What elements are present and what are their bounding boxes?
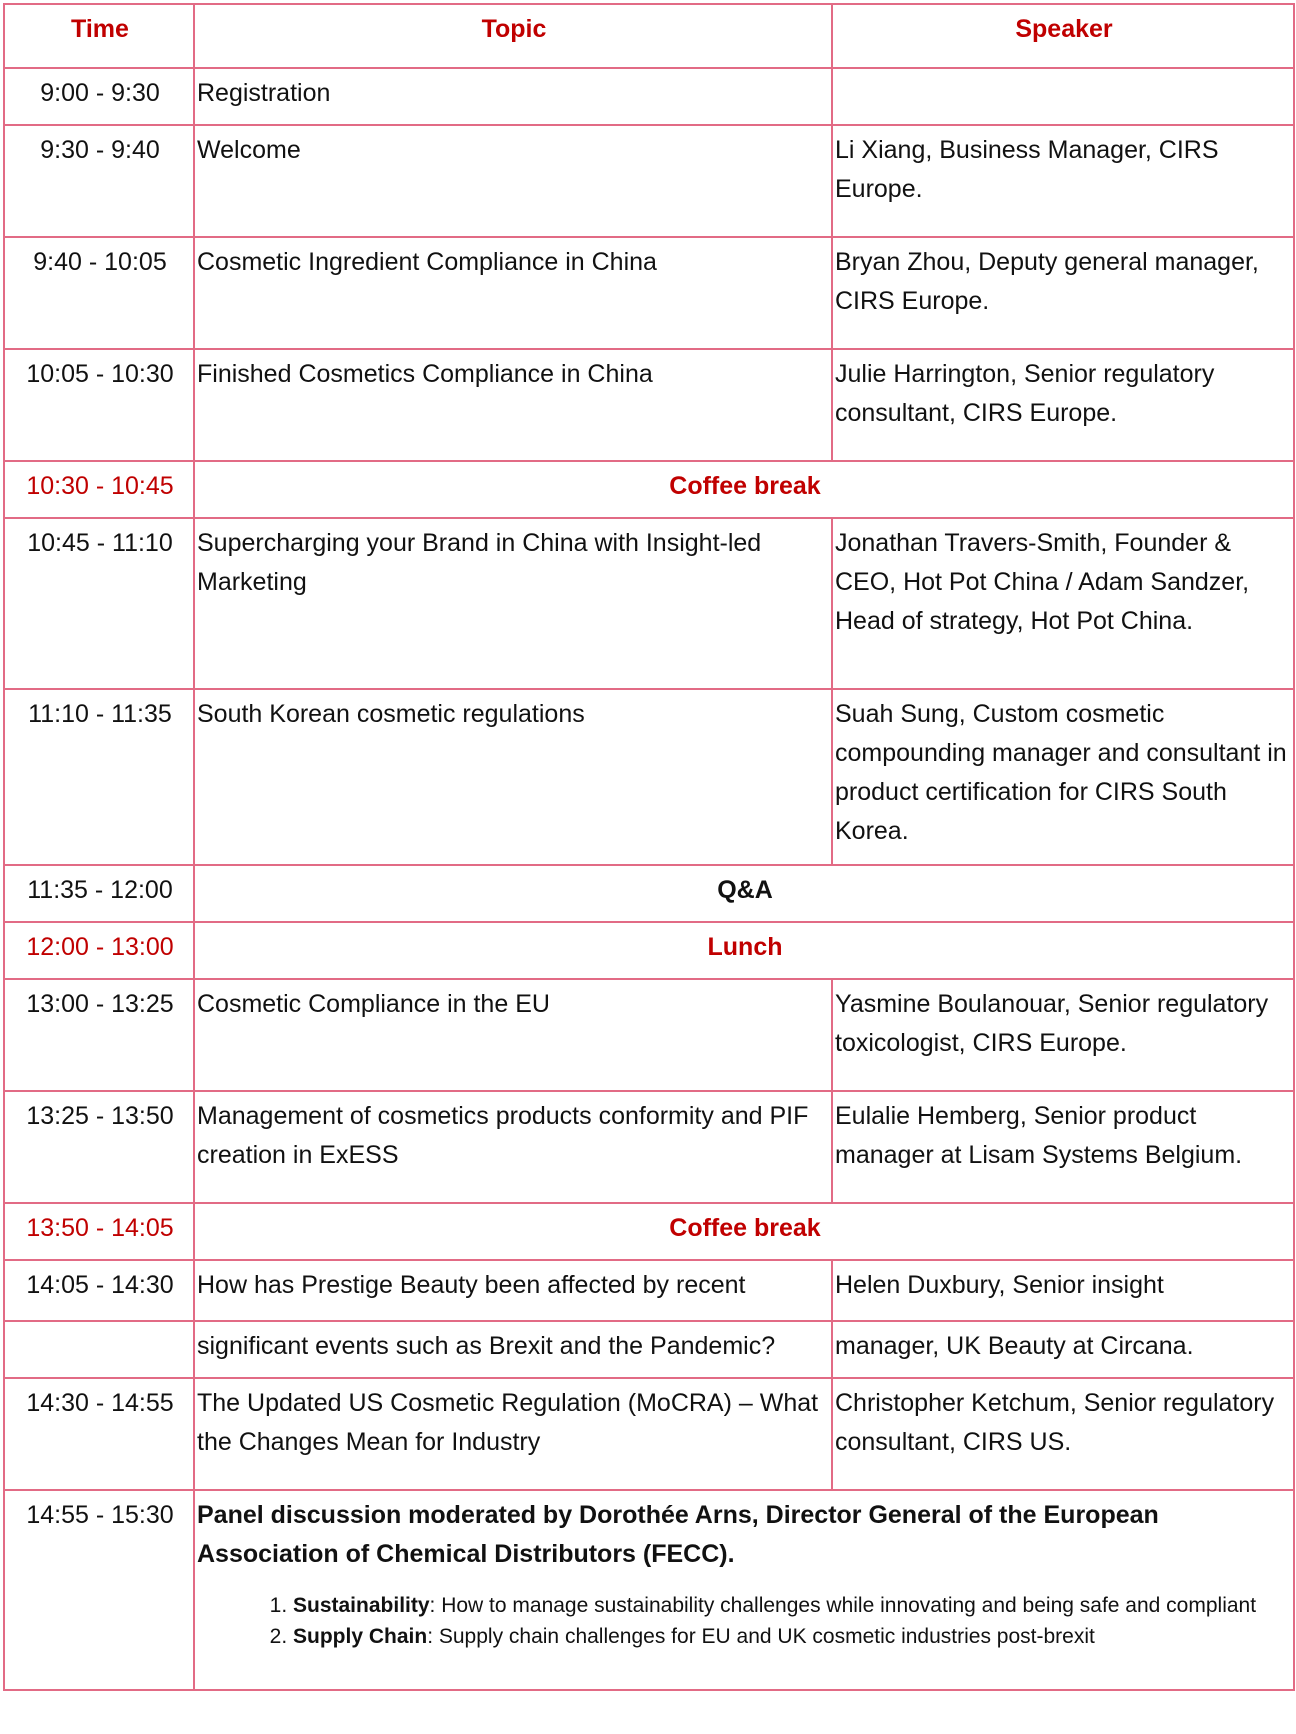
- panel-topic-text: : How to manage sustainability challenges while innovating and being safe and compliant: [429, 1594, 1257, 1617]
- speaker-cell: manager, UK Beauty at Circana.: [832, 1321, 1294, 1378]
- coffee-break-label: Coffee break: [194, 461, 1294, 518]
- table-row: [4, 237, 1294, 349]
- time-cell: 11:35 - 12:00: [4, 865, 194, 922]
- lunch-label: Lunch: [194, 922, 1294, 979]
- list-item: [293, 1590, 1293, 1621]
- header-speaker: Speaker: [832, 4, 1294, 68]
- table-row: [4, 1378, 1294, 1490]
- table-row: [4, 68, 1294, 125]
- topic-cell: Welcome: [194, 125, 832, 237]
- topic-cell: Supercharging your Brand in China with Insight-led Marketing: [194, 518, 832, 689]
- time-cell: 10:45 - 11:10: [4, 518, 194, 689]
- coffee-break-label: Coffee break: [194, 1203, 1294, 1260]
- lunch-row: [4, 922, 1294, 979]
- time-cell: 9:00 - 9:30: [4, 68, 194, 125]
- time-cell: 14:30 - 14:55: [4, 1378, 194, 1490]
- time-cell-empty: [4, 1321, 194, 1378]
- table-row: [4, 1260, 1294, 1321]
- speaker-cell: Suah Sung, Custom cosmetic compounding manager and consultant in product certification for CIRS South Korea.: [832, 689, 1294, 865]
- time-cell: 13:00 - 13:25: [4, 979, 194, 1091]
- panel-topic-text: : Supply chain challenges for EU and UK cosmetic industries post-brexit: [427, 1625, 1095, 1648]
- topic-cell: significant events such as Brexit and the Pandemic?: [194, 1321, 832, 1378]
- topic-cell: Registration: [194, 68, 832, 125]
- time-cell: 12:00 - 13:00: [4, 922, 194, 979]
- time-cell: 10:05 - 10:30: [4, 349, 194, 461]
- panel-cell: [194, 1490, 1294, 1690]
- topic-cell: How has Prestige Beauty been affected by recent: [194, 1260, 832, 1321]
- break-row: [4, 1203, 1294, 1260]
- table-row: [4, 979, 1294, 1091]
- speaker-cell: Eulalie Hemberg, Senior product manager at Lisam Systems Belgium.: [832, 1091, 1294, 1203]
- time-cell: 13:25 - 13:50: [4, 1091, 194, 1203]
- topic-cell: Finished Cosmetics Compliance in China: [194, 349, 832, 461]
- qa-row: [4, 865, 1294, 922]
- topic-cell: The Updated US Cosmetic Regulation (MoCRA) – What the Changes Mean for Industry: [194, 1378, 832, 1490]
- panel-topic-term: Supply Chain: [293, 1625, 428, 1648]
- panel-topics-list: [197, 1590, 1293, 1652]
- header-time: Time: [4, 4, 194, 68]
- qa-label: Q&A: [194, 865, 1294, 922]
- speaker-cell: Helen Duxbury, Senior insight: [832, 1260, 1294, 1321]
- table-row: [4, 1091, 1294, 1203]
- break-row: [4, 461, 1294, 518]
- topic-cell: Cosmetic Compliance in the EU: [194, 979, 832, 1091]
- header-row: [4, 4, 1294, 68]
- table-row: [4, 125, 1294, 237]
- speaker-cell: Christopher Ketchum, Senior regulatory consultant, CIRS US.: [832, 1378, 1294, 1490]
- time-cell: 13:50 - 14:05: [4, 1203, 194, 1260]
- speaker-cell: Yasmine Boulanouar, Senior regulatory toxicologist, CIRS Europe.: [832, 979, 1294, 1091]
- time-cell: 9:40 - 10:05: [4, 237, 194, 349]
- table-row: [4, 518, 1294, 689]
- topic-cell: Cosmetic Ingredient Compliance in China: [194, 237, 832, 349]
- speaker-cell: Julie Harrington, Senior regulatory consultant, CIRS Europe.: [832, 349, 1294, 461]
- table-row: [4, 349, 1294, 461]
- speaker-cell: Jonathan Travers-Smith, Founder & CEO, Hot Pot China / Adam Sandzer, Head of strategy, Hot Pot China.: [832, 518, 1294, 689]
- time-cell: 10:30 - 10:45: [4, 461, 194, 518]
- speaker-cell: Bryan Zhou, Deputy general manager, CIRS Europe.: [832, 237, 1294, 349]
- table-row: [4, 689, 1294, 865]
- panel-topic-term: Sustainability: [293, 1594, 430, 1617]
- panel-row: [4, 1490, 1294, 1690]
- time-cell: 14:05 - 14:30: [4, 1260, 194, 1321]
- time-cell: 14:55 - 15:30: [4, 1490, 194, 1690]
- panel-title: Panel discussion moderated by Dorothée Arns, Director General of the European Association of Chemical Distributors (FECC).: [197, 1501, 1159, 1568]
- time-cell: 9:30 - 9:40: [4, 125, 194, 237]
- table-row-continued: [4, 1321, 1294, 1378]
- time-cell: 11:10 - 11:35: [4, 689, 194, 865]
- header-topic: Topic: [194, 4, 832, 68]
- agenda-table: [3, 3, 1295, 1691]
- list-item: [293, 1621, 1293, 1652]
- topic-cell: Management of cosmetics products conformity and PIF creation in ExESS: [194, 1091, 832, 1203]
- speaker-cell: [832, 68, 1294, 125]
- topic-cell: South Korean cosmetic regulations: [194, 689, 832, 865]
- speaker-cell: Li Xiang, Business Manager, CIRS Europe.: [832, 125, 1294, 237]
